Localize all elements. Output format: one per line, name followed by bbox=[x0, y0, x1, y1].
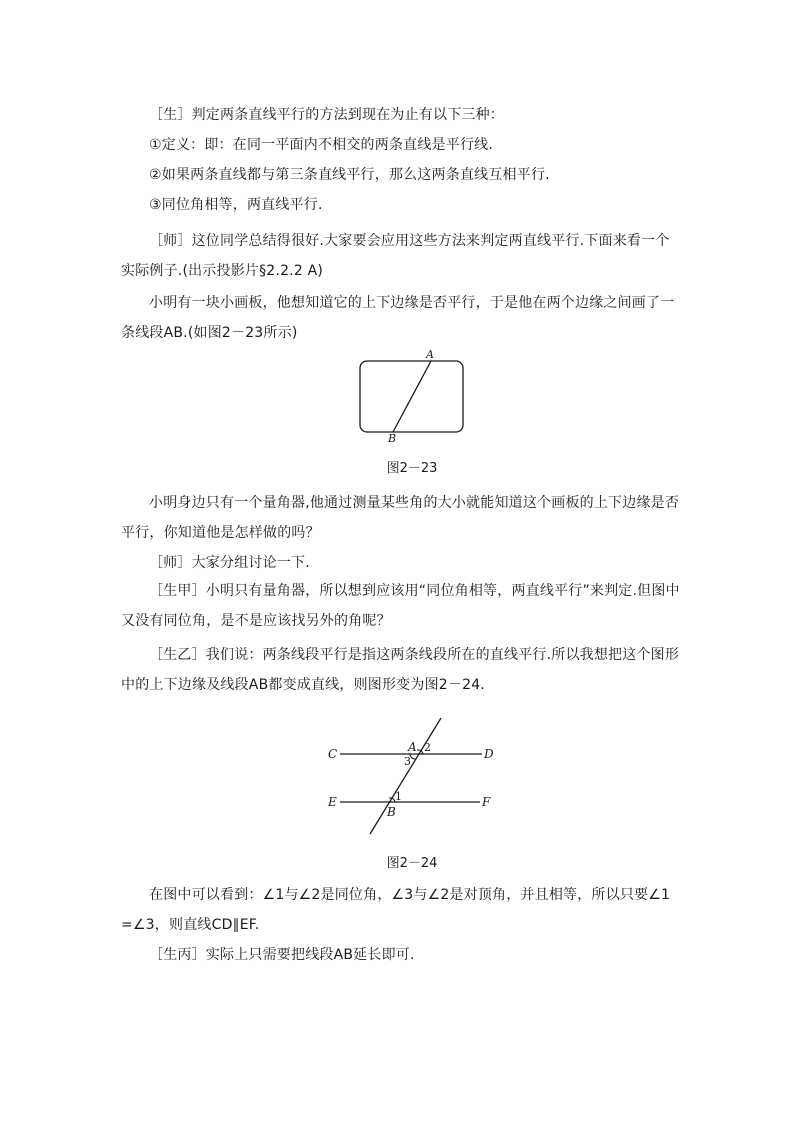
paragraph-method-2: ②如果两条直线都与第三条直线平行，那么这两条直线互相平行. bbox=[149, 167, 550, 183]
label-point-f: F bbox=[482, 795, 491, 809]
label-point-a: A bbox=[426, 348, 434, 361]
transversal-ab bbox=[370, 718, 441, 834]
label-angle-2: 2 bbox=[424, 741, 431, 754]
segment-ab bbox=[393, 361, 431, 432]
paragraph-group-discussion: ［师］大家分组讨论一下. bbox=[149, 555, 310, 571]
paragraph-student-c: ［生丙］实际上只需要把线段AB延长即可. bbox=[149, 947, 415, 963]
label-angle-3: 3 bbox=[404, 755, 411, 768]
figure-2-24-caption: 图2－24 bbox=[386, 856, 438, 871]
figure-2-23-caption: 图2－23 bbox=[386, 461, 438, 476]
label-point-a: A bbox=[408, 740, 417, 754]
paragraph-student-b: ［生乙］我们说：两条线段平行是指这两条线段所在的直线平行.所以我想把这个图形中的上下边缘及线段AB都变成直线，则图形变为图2－24. bbox=[121, 647, 680, 693]
paragraph-teacher-remark: ［师］这位同学总结得很好.大家要会应用这些方法来判定两直线平行.下面来看一个实际例子.(出示投影片§2.2.2 A) bbox=[121, 233, 670, 279]
paragraph-angle-analysis: 在图中可以看到：∠1与∠2是同位角，∠3与∠2是对顶角，并且相等，所以只要∠1=∠3，则直线CD∥EF. bbox=[121, 887, 671, 933]
paragraph-methods-intro: ［生］判定两条直线平行的方法到现在为止有以下三种： bbox=[149, 107, 504, 123]
paragraph-method-1: ①定义：即：在同一平面内不相交的两条直线是平行线. bbox=[149, 137, 493, 153]
label-point-d: D bbox=[484, 747, 494, 761]
label-angle-1: 1 bbox=[395, 790, 402, 803]
label-point-b: B bbox=[388, 432, 397, 443]
figure-2-23-drawing bbox=[355, 348, 470, 443]
label-point-e: E bbox=[328, 795, 337, 809]
figure-2-24-drawing bbox=[320, 710, 510, 840]
label-point-b: B bbox=[387, 805, 396, 819]
paragraph-student-a: ［生甲］小明只有量角器，所以想到应该用“同位角相等，两直线平行”来判定.但图中又没有同位角，是不是应该找另外的角呢？ bbox=[121, 583, 680, 629]
paragraph-protractor-question: 小明身边只有一个量角器,他通过测量某些角的大小就能知道这个画板的上下边缘是否平行，你知道他是怎样做的吗？ bbox=[121, 495, 680, 541]
paragraph-method-3: ③同位角相等，两直线平行. bbox=[149, 197, 323, 213]
paragraph-example: 小明有一块小画板，他想知道它的上下边缘是否平行，于是他在两个边缘之间画了一条线段AB.(如图2－23所示) bbox=[121, 295, 675, 341]
label-point-c: C bbox=[328, 747, 338, 761]
